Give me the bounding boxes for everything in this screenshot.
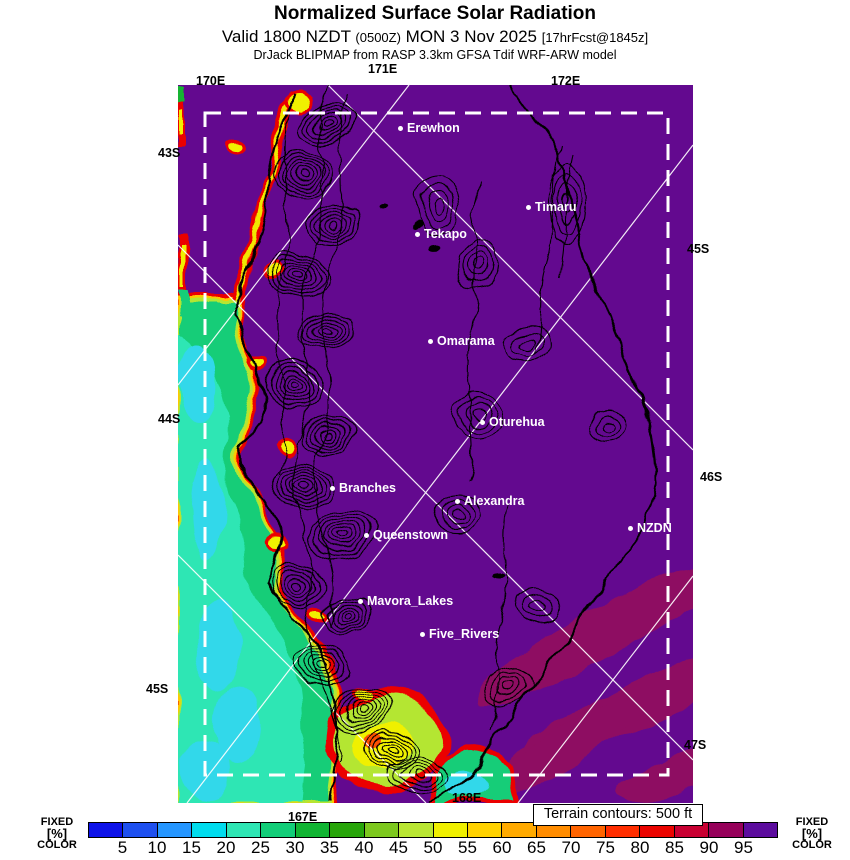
colorbar-cell-1: [123, 823, 157, 837]
map-svg: [178, 85, 693, 803]
colorbar-cell-12: [502, 823, 536, 837]
map-panel: [178, 85, 693, 803]
grid-label-167e: 167E: [288, 810, 318, 824]
header: [0, 2, 850, 63]
colorbar-tick-75: 75: [596, 838, 615, 857]
terrain-note-box: Terrain contours: 500 ft: [533, 804, 703, 826]
grid-label-47s: 47S: [684, 738, 707, 752]
fixed-text: FIXED: [795, 816, 829, 828]
fixed-text: FIXED: [40, 816, 74, 828]
colorbar-cell-7: [330, 823, 364, 837]
city-label: Erewhon: [407, 121, 460, 135]
colorbar-tick-85: 85: [665, 838, 684, 857]
colorbar-tick-70: 70: [561, 838, 581, 857]
colorbar-cell-8: [365, 823, 399, 837]
valid-zulu: (0500Z): [355, 30, 401, 45]
colorbar-tick-30: 30: [285, 838, 305, 857]
colorbar-tick-90: 90: [699, 838, 719, 857]
colorbar-tick-40: 40: [354, 838, 374, 857]
colorbar-tick-15: 15: [182, 838, 201, 857]
percent-text: [%]: [801, 826, 823, 841]
colorbar-cell-5: [261, 823, 295, 837]
grid-label-44s: 44S: [158, 412, 181, 426]
fixed-color-label-left: [27, 817, 87, 851]
grid-label-171e: 171E: [368, 62, 398, 76]
grid-label-168e: 168E: [452, 791, 482, 805]
city-label: Alexandra: [464, 494, 525, 508]
color-text: COLOR: [792, 839, 832, 851]
page-title: Normalized Surface Solar Radiation: [273, 3, 597, 24]
fixed-color-label-right: [782, 817, 842, 851]
colorbar-tick-45: 45: [389, 838, 408, 857]
color-text: COLOR: [37, 839, 77, 851]
colorbar-cell-0: [89, 823, 123, 837]
colorbar-tick-65: 65: [527, 838, 546, 857]
city-label: Oturehua: [489, 415, 545, 429]
colorbar-cell-9: [399, 823, 433, 837]
grid-label-45s: 45S: [146, 682, 169, 696]
city-label: Queenstown: [373, 528, 449, 542]
colorbar-cell-3: [192, 823, 226, 837]
colorbar-tick-5: 5: [117, 838, 128, 857]
colorbar-cell-11: [468, 823, 502, 837]
forecast-tag: [17hrFcst@1845z]: [541, 30, 649, 45]
colorbar-tick-labels: [88, 838, 778, 858]
city-label: Branches: [339, 481, 396, 495]
colorbar-tick-10: 10: [147, 838, 167, 857]
colorbar-tick-25: 25: [251, 838, 270, 857]
city-label: Five_Rivers: [429, 627, 500, 641]
grid-label-170e: 170E: [196, 74, 226, 88]
colorbar-tick-60: 60: [492, 838, 512, 857]
colorbar-tick-55: 55: [458, 838, 477, 857]
model-line: DrJack BLIPMAP from RASP 3.3km GFSA Tdif WRF-ARW model: [253, 48, 617, 62]
colorbar-tick-20: 20: [216, 838, 236, 857]
grid-label-172e: 172E: [551, 74, 581, 88]
colorbar-cell-4: [227, 823, 261, 837]
colorbar-tick-80: 80: [630, 838, 650, 857]
city-label: Timaru: [535, 200, 577, 214]
colorbar-cell-18: [709, 823, 743, 837]
grid-label-46s: 46S: [700, 470, 723, 484]
city-label: Tekapo: [424, 227, 467, 241]
city-label: Omarama: [437, 334, 495, 348]
city-label: Mavora_Lakes: [367, 594, 454, 608]
city-label: NZDN: [637, 521, 672, 535]
colorbar-tick-35: 35: [320, 838, 339, 857]
colorbar-tick-95: 95: [734, 838, 753, 857]
percent-text: [%]: [46, 826, 68, 841]
valid-prefix: Valid 1800 NZDT: [221, 27, 356, 46]
grid-label-45s: 45S: [687, 242, 710, 256]
grid-label-43s: 43S: [158, 146, 181, 160]
colorbar-cell-10: [434, 823, 468, 837]
colorbar-tick-50: 50: [423, 838, 443, 857]
valid-time-line: [20, 26, 850, 48]
colorbar-cell-2: [158, 823, 192, 837]
colorbar-cell-19: [744, 823, 777, 837]
colorbar-cell-6: [296, 823, 330, 837]
valid-date: MON 3 Nov 2025: [400, 27, 542, 46]
